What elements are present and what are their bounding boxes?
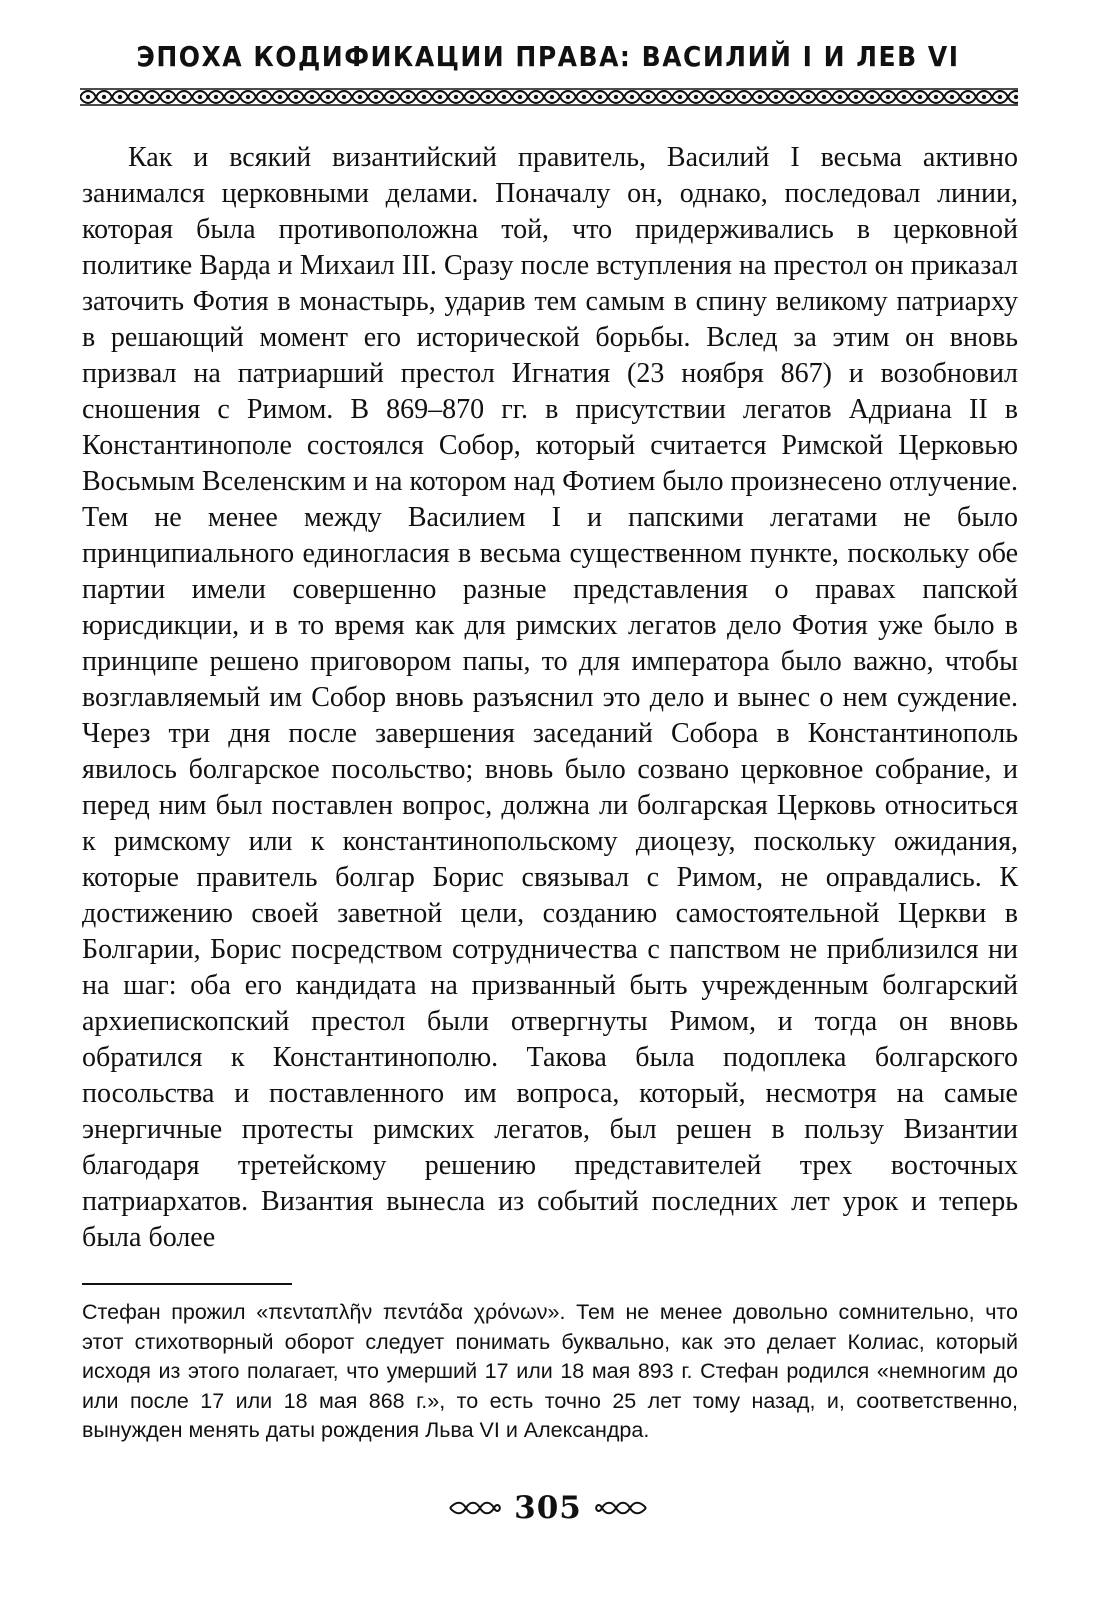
right-ornament-icon	[594, 1500, 648, 1516]
footnote-rule	[82, 1283, 292, 1285]
body-paragraph: Как и всякий византийский правитель, Василий I весьма активно занимался церковными делами. Поначалу он, однако, последовал линии, которая была противоположна той, что придерживались в церковной политике Варда и Михаил III. Сразу после вступления на престол он приказал заточить Фотия в монастырь, ударив тем самым в спину великому патриарху в решающий момент его исторической борьбы. Вслед за этим он вновь призвал на патриарший престол Игнатия (23 ноября 867) и возобновил сношения с Римом. В 869–870 гг. в присутствии легатов Адриана II в Константинополе состоялся Собор, который считается Римской Церковью Восьмым Вселенским и на котором над Фотием было произнесено отлучение. Тем не менее между Василием I и папскими легатами не было принципиального единогласия в весьма существенном пункте, поскольку обе партии имели совершенно разные представления о правах папской юрисдикции, и в то время как для римских легатов дело Фотия уже было в принципе решено приговором папы, то для императора было важно, чтобы возглавляемый им Собор вновь разъяснил это дело и вынес о нем суждение. Через три дня после завершения заседаний Собора в Константинополь явилось болгарское посольство; вновь было созвано церковное собрание, и перед ним был поставлен вопрос, должна ли болгарская Церковь относиться к римскому или к константинопольскому диоцезу, поскольку ожидания, которые правитель болгар Борис связывал с Римом, не оправдались. К достижению своей заветной цели, созданию самостоятельной Церкви в Болгарии, Борис посредством сотрудничества с папством не приблизился ни на шаг: оба его кандидата на призванный быть учрежденным болгарский архиепископский престол были отвергнуты Римом, и тогда он вновь обратился к Константинополю. Такова была подоплека болгарского посольства и поставленного им вопроса, который, несмотря на самые энергичные протесты римских легатов, был решен в пользу Византии благодаря третейскому решению представителей трех восточных патриархатов. Византия вынесла из событий последних лет урок и теперь была более	[82, 142, 1018, 1253]
footnote-text: Стефан прожил «πενταπλῆν πεντάδα χρόνων». Тем не менее довольно сомнительно, что этот стихотворный оборот следует понимать буквально, как это делает Колиас, который исходя из этого полагает, что умерший 17 или 18 мая 893 г. Стефан родился «немногим до или после 17 или 18 мая 868 г.», то есть точно 25 лет тому назад, и, соответственно, вынужден менять даты рождения Льва VI и Александра.	[82, 1300, 1018, 1442]
page-number: 305	[514, 1490, 582, 1526]
left-ornament-icon	[448, 1500, 502, 1516]
page-footer	[0, 1488, 1096, 1528]
ornamental-border	[80, 88, 1018, 106]
running-title: ЭПОХА КОДИФИКАЦИИ ПРАВА: ВАСИЛИЙ I И ЛЕВ VI	[136, 40, 960, 73]
footnote	[82, 1298, 1018, 1446]
main-text	[82, 140, 1018, 1256]
